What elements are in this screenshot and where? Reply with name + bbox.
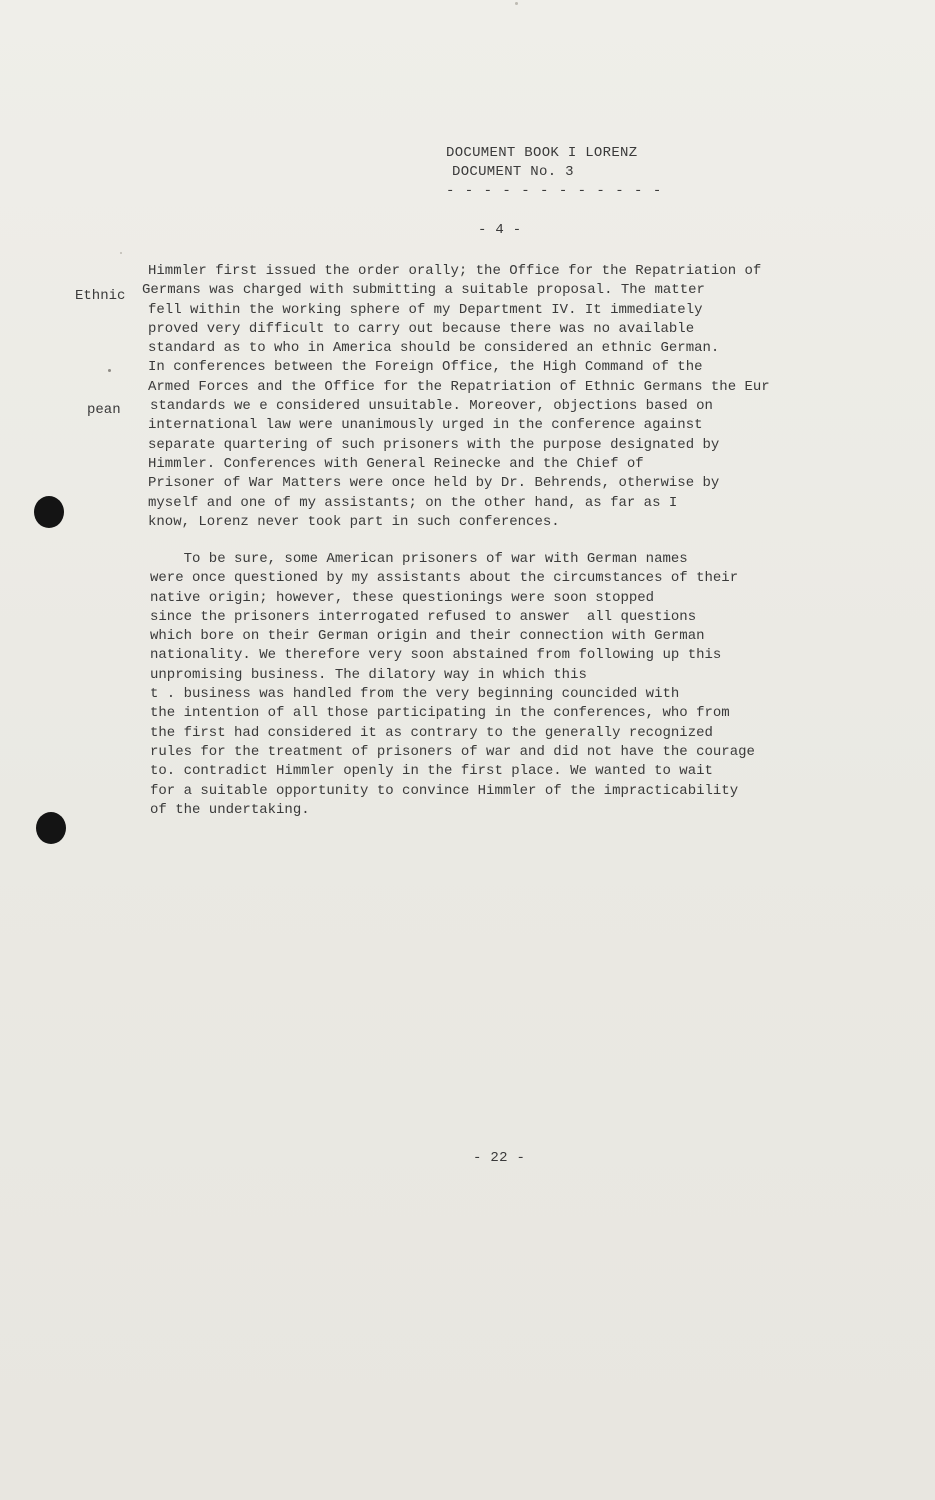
text-line: international law were unanimously urged in the conference against [148, 417, 703, 434]
text-line: unpromising business. The dilatory way in which this [150, 666, 587, 683]
text-line: nationality. We therefore very soon abstained from following up this [150, 647, 722, 664]
margin-note-pean: pean [87, 402, 121, 418]
footer-page-number: - 22 - [473, 1150, 526, 1166]
paper-speck [108, 369, 111, 372]
document-book-title: DOCUMENT BOOK I LORENZ [446, 145, 638, 161]
text-line: the first had considered it as contrary to the generally recognized [150, 724, 713, 741]
text-line: rules for the treatment of prisoners of war and did not have the courage [150, 743, 755, 760]
text-line: In conferences between the Foreign Office, the High Command of the [148, 359, 703, 376]
margin-note-ethnic: Ethnic [75, 288, 126, 304]
text-line: separate quartering of such prisoners with the purpose designated by [148, 436, 720, 453]
text-line: Himmler first issued the order orally; the Office for the Repatriation of [148, 263, 762, 279]
text-line: standards we e considered unsuitable. Moreover, objections based on [150, 398, 713, 415]
inner-page-marker: - 4 - [478, 222, 522, 238]
header-rule: - - - - - - - - - - - - [446, 183, 663, 199]
body-paragraph-1 [142, 262, 770, 532]
text-line: proved very difficult to carry out because there was no available [148, 320, 695, 337]
text-line: standard as to who in America should be considered an ethnic German. [148, 340, 720, 357]
paper-speck [515, 2, 518, 5]
text-line: native origin; however, these questionings were soon stopped [150, 589, 655, 606]
text-line: Prisoner of War Matters were once held by Dr. Behrends, otherwise by [148, 475, 720, 492]
text-line: fell within the working sphere of my Department IV. It immediately [148, 301, 703, 318]
text-line: t . business was handled from the very beginning councided with [150, 686, 680, 703]
text-line: Germans was charged with submitting a suitable proposal. The matter [142, 282, 705, 299]
text-line: the intention of all those participating in the conferences, who from [150, 705, 730, 722]
text-line: Armed Forces and the Office for the Repatriation of Ethnic Germans the Eur [148, 378, 770, 395]
text-line: To be sure, some American prisoners of war with German names [150, 551, 688, 567]
text-line: since the prisoners interrogated refused to answer all questions [150, 608, 697, 625]
text-line: for a suitable opportunity to convince Himmler of the impracticability [150, 782, 739, 799]
text-line: know, Lorenz never took part in such conferences. [148, 513, 560, 530]
text-line: to. contradict Himmler openly in the first place. We wanted to wait [150, 763, 713, 780]
text-line: which bore on their German origin and their connection with German [150, 628, 705, 645]
text-line: myself and one of my assistants; on the other hand, as far as I [148, 494, 678, 511]
text-line: of the undertaking. [150, 801, 310, 818]
text-line: Himmler. Conferences with General Reinecke and the Chief of [148, 455, 644, 472]
punch-hole [34, 496, 64, 528]
punch-hole [36, 812, 66, 844]
body-paragraph-2 [150, 550, 755, 820]
paper-speck [120, 252, 122, 254]
text-line: were once questioned by my assistants about the circumstances of their [150, 570, 739, 587]
document-number: DOCUMENT No. 3 [452, 164, 574, 180]
